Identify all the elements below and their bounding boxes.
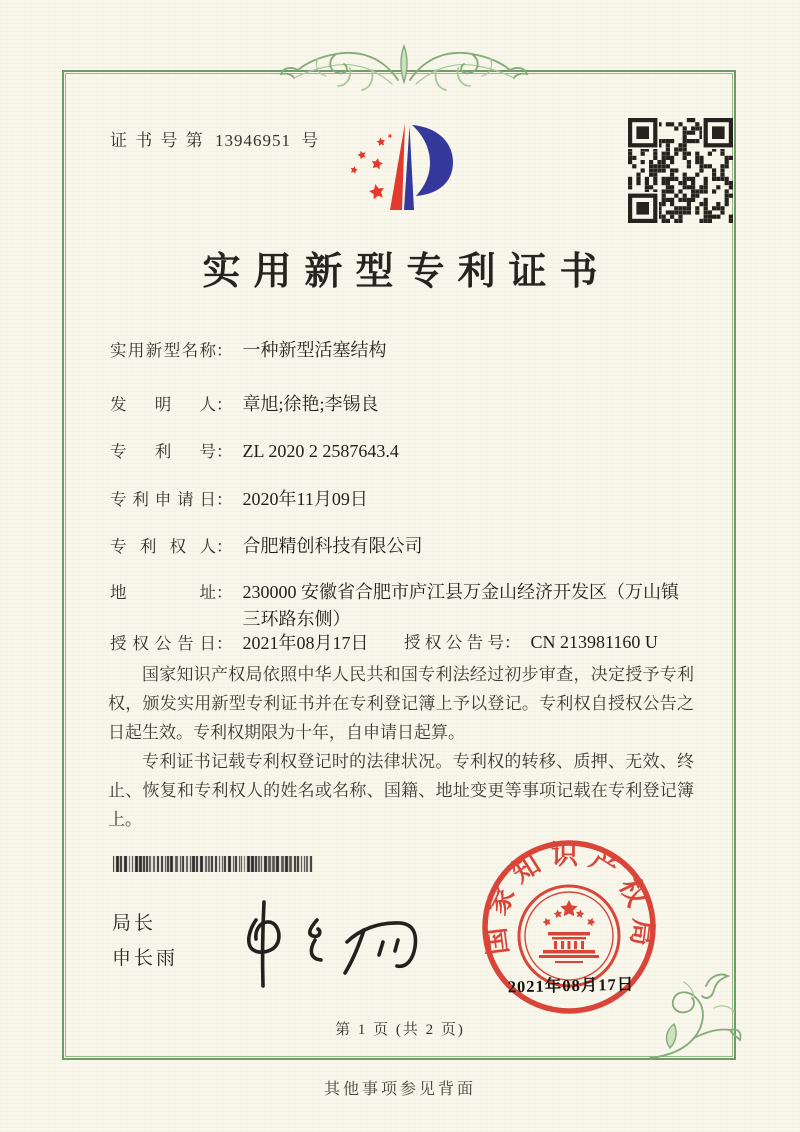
signer-block xyxy=(112,906,178,976)
field-row-inventors xyxy=(110,390,379,416)
signer-name: 申长雨 xyxy=(112,948,179,969)
field-row-address xyxy=(110,579,695,633)
logo-p-bowl xyxy=(412,125,453,196)
field-label: 专利权人 xyxy=(110,537,216,556)
field-colon: ： xyxy=(216,634,233,653)
field-colon: ： xyxy=(216,583,233,602)
field-value: ZL 2020 2 2587643.4 xyxy=(242,441,399,461)
grant-number-value: CN 213981160 U xyxy=(530,632,658,652)
field-row-utility-model-name xyxy=(110,336,387,362)
grant-date-value: 2021年08月17日 xyxy=(242,633,369,653)
seal-org-text: 国家知识产权局 xyxy=(479,839,659,957)
field-colon: ： xyxy=(216,442,233,461)
field-value: 2020年11月09日 xyxy=(242,489,368,509)
field-label: 专利申请日 xyxy=(110,490,216,509)
field-row-patentee xyxy=(110,532,423,558)
page-number: 第 1 页 (共 2 页) xyxy=(335,1022,465,1038)
legal-paragraph-1: 国家知识产权局依照中华人民共和国专利法经过初步审查，决定授予专利权，颁发实用新型专利证书并在专利登记簿上予以登记。专利权自授权公告之日起生效。专利权期限为十年，自申请日起算。 xyxy=(108,665,694,742)
field-value: 一种新型活塞结构 xyxy=(242,340,387,360)
certificate-number-value: 13946951 xyxy=(215,131,291,150)
certificate-number-prefix: 证 书 号 第 xyxy=(110,131,205,150)
back-note: 其他事项参见背面 xyxy=(323,1081,476,1098)
field-label: 发明人 xyxy=(110,395,216,414)
field-row-patent-number xyxy=(110,438,399,462)
signer-title: 局长 xyxy=(112,913,157,934)
certificate-number xyxy=(110,126,320,151)
logo-stars xyxy=(350,133,393,200)
field-value: 230000 安徽省合肥市庐江县万金山经济开发区（万山镇三环路东侧） xyxy=(242,582,679,629)
certificate-title: 实用新型专利证书 xyxy=(202,251,611,293)
field-label: 专利号 xyxy=(110,442,216,461)
field-colon: ： xyxy=(216,395,233,414)
director-signature-icon xyxy=(225,890,435,995)
barcode xyxy=(113,856,313,872)
grant-number-group xyxy=(404,629,658,653)
cnipa-patent-logo-icon xyxy=(345,116,465,218)
field-colon: ： xyxy=(216,537,233,556)
grant-number-label: 授权公告号 xyxy=(404,633,504,652)
logo-blue-cone xyxy=(404,126,414,210)
field-colon: ： xyxy=(216,341,233,360)
qr-code xyxy=(628,118,733,223)
seal-date: 2021年08月17日 xyxy=(507,974,635,997)
field-colon: ： xyxy=(216,490,233,509)
field-value: 章旭;徐艳;李锡良 xyxy=(242,394,379,414)
field-row-grant xyxy=(110,629,658,655)
field-colon: ： xyxy=(504,633,521,652)
field-label: 地址 xyxy=(110,583,216,602)
certificate-number-suffix: 号 xyxy=(301,131,321,150)
field-row-application-date xyxy=(110,485,368,511)
legal-paragraph-2: 专利证书记载专利权登记时的法律状况。专利权的转移、质押、无效、终止、恢复和专利权人的姓名或名称、国籍、地址变更等事项记载在专利登记簿上。 xyxy=(108,752,694,829)
floral-ornament-top xyxy=(272,40,536,108)
legal-text xyxy=(108,660,694,834)
field-label: 实用新型名称 xyxy=(110,341,216,360)
field-value: 合肥精创科技有限公司 xyxy=(242,536,423,556)
grant-date-label: 授权公告日 xyxy=(110,634,216,653)
